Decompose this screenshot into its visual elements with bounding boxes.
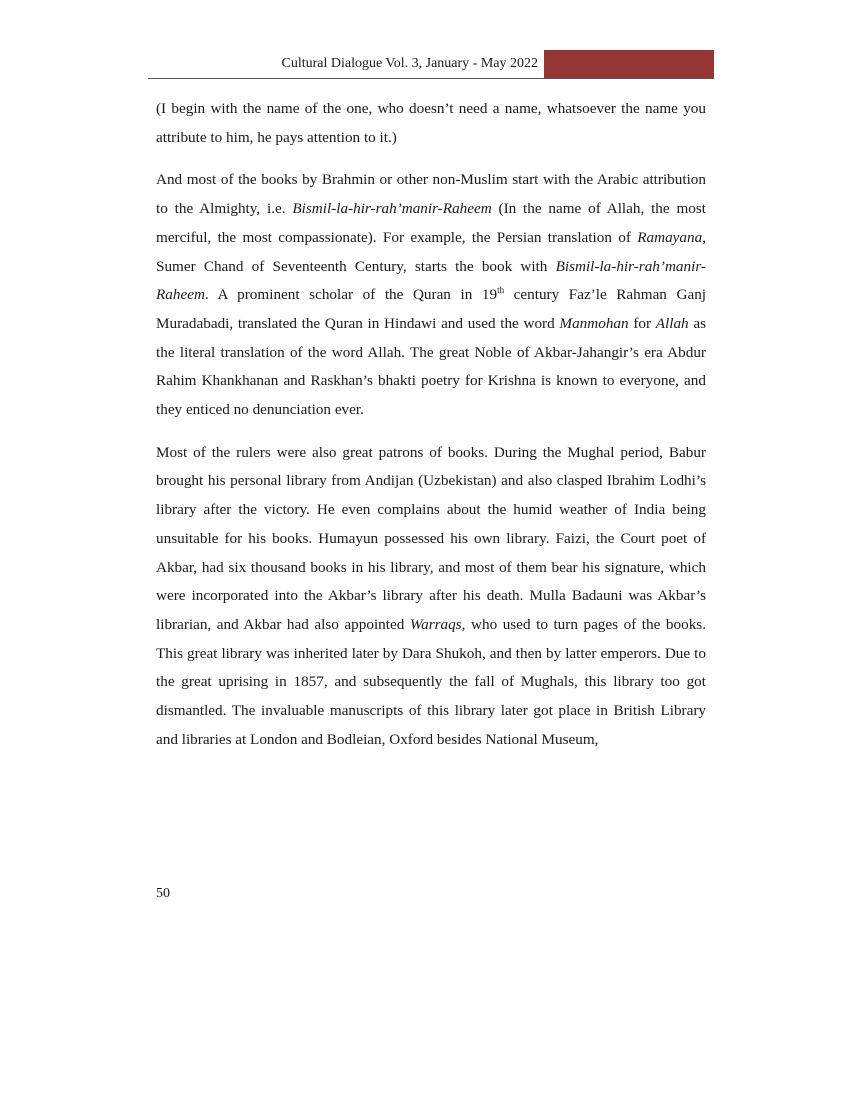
text-segment: And most of the books by Brahmin or other non-Muslim start with the Arabic attribution to the Almighty, i.e. bbox=[156, 171, 706, 218]
superscript: th bbox=[497, 285, 505, 296]
paragraph-1 bbox=[156, 95, 706, 152]
text-segment: as the literal translation of the word Allah. The great Noble of Akbar-Jahangir’s era Abdur Rahim Khankhanan and Raskhan’s bhakti poetry for Krishna is known to everyone, and they enticed no denunciation ever. bbox=[156, 314, 706, 419]
text-segment: for bbox=[628, 314, 656, 332]
italic-term: Allah bbox=[655, 314, 689, 332]
text-segment: , who used to turn pages of the books. This great library was inherited later by Dara Shukoh, and then by latter emperors. Due to the great uprising in 1857, and subsequently the fall of Mughals, this library too got dismantled. The invaluable manuscripts of this library later got place in British Library and libraries at London and Bodleian, Oxford besides National Museum, bbox=[156, 615, 706, 748]
text-segment: . A prominent scholar of the Quran in 19 bbox=[204, 286, 498, 304]
italic-term: Manmohan bbox=[559, 314, 629, 332]
italic-term: Bismil-la-hir-rah’manir-Raheem bbox=[292, 200, 492, 218]
paragraph-3 bbox=[156, 439, 706, 755]
page-number: 50 bbox=[156, 886, 170, 901]
header-rule bbox=[148, 78, 714, 79]
text-segment: Most of the rulers were also great patrons of books. During the Mughal period, Babur brought his personal library from Andijan (Uzbekistan) and also clasped Ibrahim Lodhi’s library after the victory. He even complains about the humid weather of India being unsuitable for his books. Humayun possessed his own library. Faizi, the Court poet of Akbar, had six thousand books in his library, and most of them bear his signature, which were incorporated into the Akbar’s library after his death. Mulla Badauni was Akbar’s librarian, and Akbar had also appointed bbox=[156, 443, 706, 633]
italic-term: Warraqs bbox=[409, 615, 462, 633]
text-segment: (In the name of Allah, the most merciful, the most compassionate). For example, the Persian translation of bbox=[156, 200, 706, 246]
header-accent-bar bbox=[544, 50, 714, 78]
text-segment: century Faz’le Rahman Ganj Muradabadi, translated the Quran in Hindawi and used the word bbox=[156, 286, 707, 332]
article-body bbox=[156, 95, 706, 768]
running-header bbox=[148, 50, 714, 78]
italic-term: Bismil-la-hir-rah’manir-Raheem bbox=[156, 257, 706, 304]
journal-title: Cultural Dialogue Vol. 3, January - May 2022 bbox=[281, 56, 538, 71]
paragraph-2 bbox=[156, 166, 706, 424]
text-segment: , Sumer Chand of Seventeenth Century, starts the book with bbox=[156, 228, 706, 275]
italic-term: Ramayana bbox=[637, 228, 703, 246]
text-segment: (I begin with the name of the one, who doesn’t need a name, whatsoever the name you attribute to him, he pays attention to it.) bbox=[156, 100, 706, 146]
